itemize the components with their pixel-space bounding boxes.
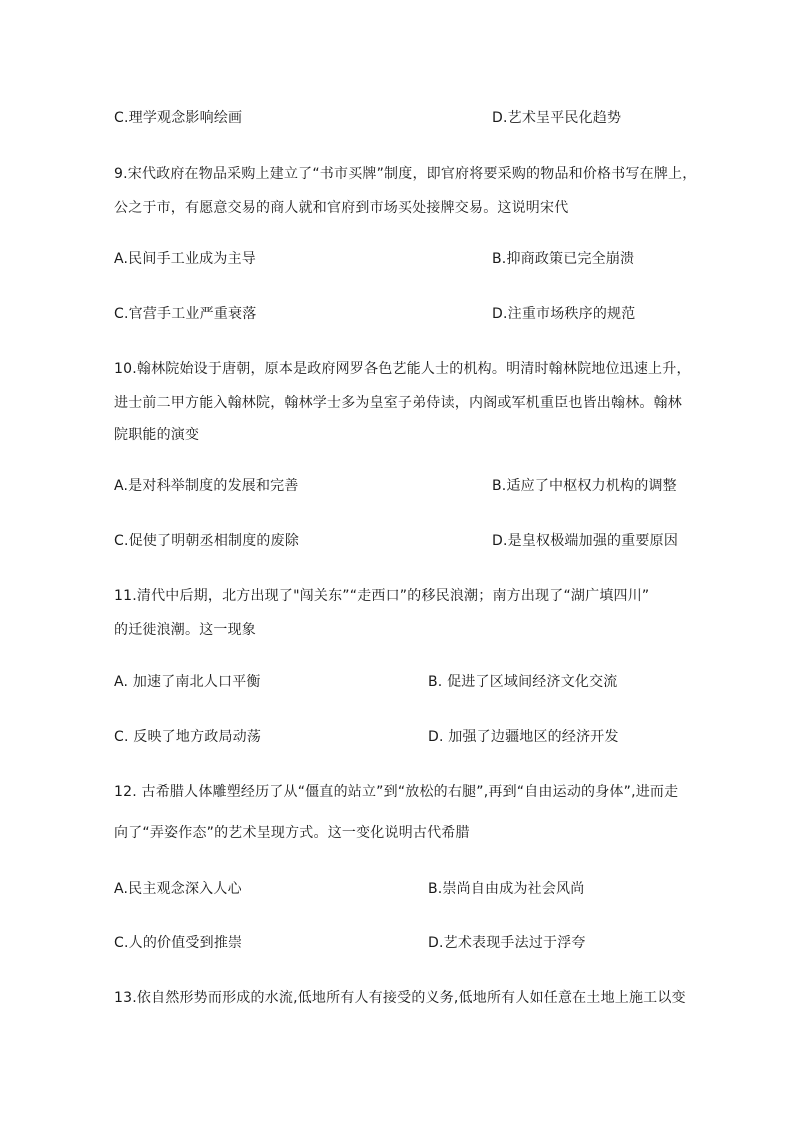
q11-option-d[interactable]: D. 加强了边疆地区的经济开发 [428,729,619,745]
q10-option-c[interactable]: C.促使了明朝丞相制度的废除 [114,533,300,549]
q12-stem-line-1: 12. 古希腊人体雕塑经历了从“僵直的站立”到“放松的右腿”,再到“自由运动的身体”,进而走 [114,784,679,800]
q10-option-a[interactable]: A.是对科举制度的发展和完善 [114,478,299,494]
q9-option-b[interactable]: B.抑商政策已完全崩溃 [492,251,635,267]
q9-option-c[interactable]: C.官营手工业严重衰落 [114,306,257,322]
q11-stem-line-2: 的迁徙浪潮。这一现象 [114,622,256,638]
q10-stem-line-2: 进士前二甲方能入翰林院，翰林学士多为皇室子弟侍读，内阁或军机重臣也皆出翰林。翰林 [114,395,682,411]
q10-option-b[interactable]: B.适应了中枢权力机构的调整 [492,478,677,494]
q11-option-b[interactable]: B. 促进了区域间经济文化交流 [428,674,618,690]
q8-option-c[interactable]: C.理学观念影响绘画 [114,110,243,126]
q9-option-d[interactable]: D.注重市场秩序的规范 [492,306,636,322]
q9-option-a[interactable]: A.民间手工业成为主导 [114,251,256,267]
q12-option-d[interactable]: D.艺术表现手法过于浮夸 [428,935,586,951]
q12-option-a[interactable]: A.民主观念深入人心 [114,881,242,897]
q12-option-b[interactable]: B.崇尚自由成为社会风尚 [428,881,585,897]
q9-stem-line-2: 公之于市，有愿意交易的商人就和官府到市场买处接牌交易。这说明宋代 [114,200,569,216]
q10-option-d[interactable]: D.是皇权极端加强的重要原因 [492,533,679,549]
q10-stem-line-3: 院职能的演变 [114,427,200,443]
q9-stem-line-1: 9.宋代政府在物品采购上建立了“书市买牌”制度，即官府将要采购的物品和价格书写在牌上， [114,166,697,182]
q8-option-d[interactable]: D.艺术呈平民化趋势 [492,110,622,126]
q12-stem-line-2: 向了“弄姿作态”的艺术呈现方式。这一变化说明古代希腊 [114,825,470,841]
q11-stem-line-1: 11.清代中后期，北方出现了"闯关东”“走西口”的移民浪潮；南方出现了“湖广填四川” [114,588,650,604]
q13-stem-line-1: 13.依自然形势而形成的水流,低地所有人有接受的义务,低地所有人如任意在土地上施工以变 [114,990,686,1006]
q11-option-c[interactable]: C. 反映了地方政局动荡 [114,729,262,745]
q11-option-a[interactable]: A. 加速了南北人口平衡 [114,674,261,690]
q10-stem-line-1: 10.翰林院始设于唐朝，原本是政府网罗各色艺能人士的机构。明清时翰林院地位迅速上升， [114,361,691,377]
q12-option-c[interactable]: C.人的价值受到推崇 [114,935,243,951]
